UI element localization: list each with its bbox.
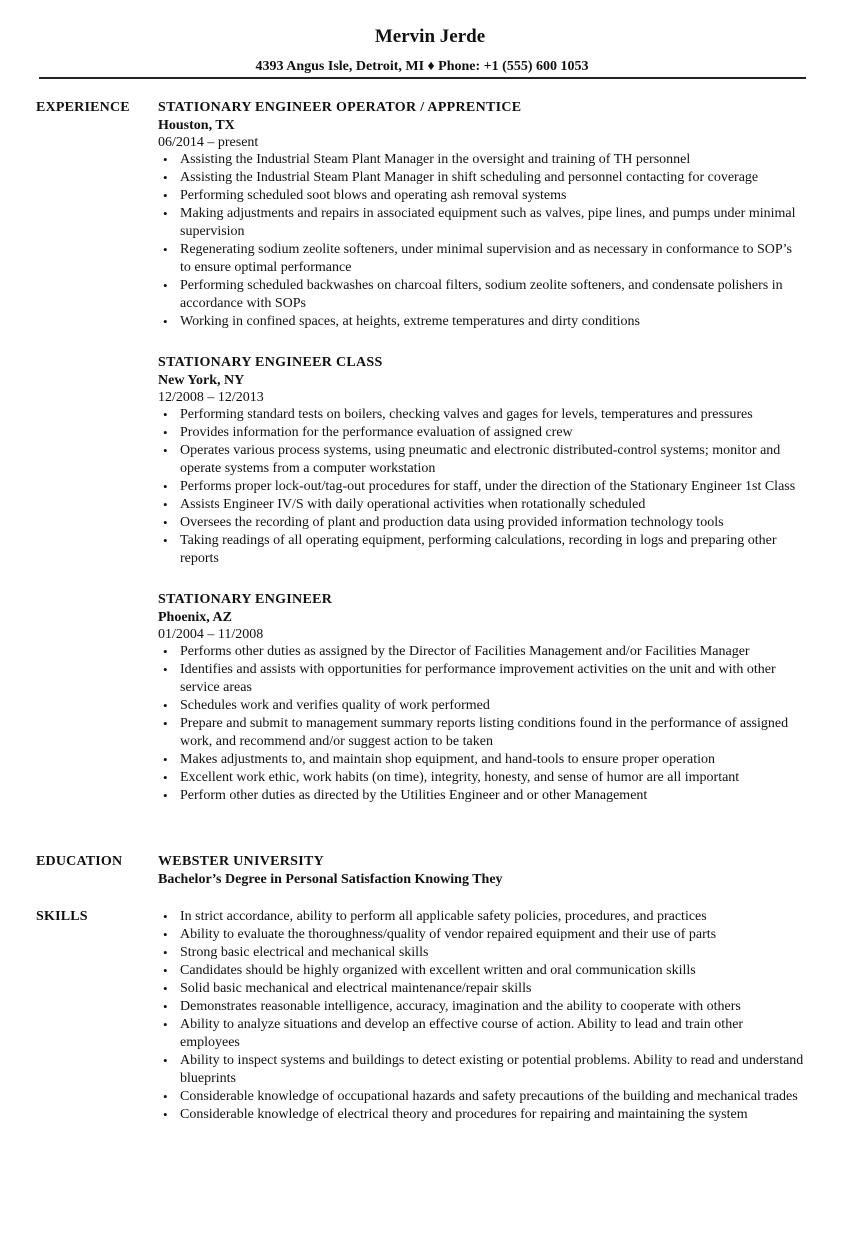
- skill-item: [158, 944, 804, 962]
- bullet-icon: •: [163, 788, 168, 803]
- job-entry: [158, 354, 804, 568]
- bullet-item: [158, 751, 804, 769]
- bullet-icon: •: [163, 314, 168, 329]
- skill-text: Demonstrates reasonable intelligence, accuracy, imagination and the ability to cooperate with others: [180, 999, 741, 1014]
- skills-heading: SKILLS: [36, 909, 88, 924]
- bullet-item: [158, 424, 804, 442]
- bullet-item: [158, 169, 804, 187]
- bullet-icon: •: [163, 662, 168, 677]
- bullet-item: [158, 661, 804, 697]
- skill-text: In strict accordance, ability to perform all applicable safety policies, procedures, and practices: [180, 909, 707, 924]
- bullet-item: [158, 241, 804, 277]
- bullet-icon: •: [163, 170, 168, 185]
- job-title: STATIONARY ENGINEER CLASS: [158, 355, 383, 370]
- bullet-item: [158, 277, 804, 313]
- degree: Bachelor’s Degree in Personal Satisfaction Knowing They: [158, 872, 503, 887]
- bullet-icon: •: [163, 443, 168, 458]
- job-dates: 06/2014 – present: [158, 135, 259, 150]
- bullet-text: Perform other duties as directed by the Utilities Engineer and or other Management: [180, 788, 648, 803]
- bullet-text: Making adjustments and repairs in associated equipment such as valves, pipe lines, and pumps under minimal supervision: [180, 206, 796, 239]
- skill-item: [158, 908, 804, 926]
- bullet-icon: •: [163, 515, 168, 530]
- bullet-icon: •: [163, 1017, 168, 1032]
- bullet-icon: •: [163, 644, 168, 659]
- skill-item: [158, 998, 804, 1016]
- skill-text: Ability to inspect systems and buildings to detect existing or potential problems. Ability to read and understand blueprints: [180, 1053, 804, 1086]
- bullet-item: [158, 532, 804, 568]
- job-dates: 12/2008 – 12/2013: [158, 390, 264, 405]
- bullet-icon: •: [163, 981, 168, 996]
- bullet-icon: •: [163, 152, 168, 167]
- bullet-text: Assisting the Industrial Steam Plant Manager in the oversight and training of TH personnel: [180, 152, 691, 167]
- bullet-text: Schedules work and verifies quality of work performed: [180, 698, 490, 713]
- bullet-item: [158, 151, 804, 169]
- skill-item: [158, 1016, 804, 1052]
- skill-item: [158, 1106, 804, 1124]
- job-location: Houston, TX: [158, 118, 235, 133]
- bullet-text: Working in confined spaces, at heights, extreme temperatures and dirty conditions: [180, 314, 640, 329]
- bullet-icon: •: [163, 206, 168, 221]
- bullet-text: Operates various process systems, using pneumatic and electronic distributed-control systems; monitor and operate systems from a computer workstation: [180, 443, 781, 476]
- bullet-text: Regenerating sodium zeolite softeners, under minimal supervision and as necessary in conformance to SOP’s to ensure optimal performance: [180, 242, 792, 275]
- skill-item: [158, 962, 804, 980]
- skills-list: [158, 908, 804, 1124]
- experience-heading: EXPERIENCE: [36, 100, 130, 115]
- skill-text: Solid basic mechanical and electrical maintenance/repair skills: [180, 981, 532, 996]
- skills-body: [158, 908, 804, 1124]
- bullet-icon: •: [163, 698, 168, 713]
- bullet-icon: •: [163, 242, 168, 257]
- bullet-text: Assists Engineer IV/S with daily operational activities when rotationally scheduled: [180, 497, 646, 512]
- skill-item: [158, 980, 804, 998]
- experience-body: [158, 99, 804, 828]
- job-entry: [158, 591, 804, 805]
- bullet-item: [158, 643, 804, 661]
- skill-text: Ability to evaluate the thoroughness/quality of vendor repaired equipment and their use of parts: [180, 927, 717, 942]
- bullet-item: [158, 406, 804, 424]
- school-name: WEBSTER UNIVERSITY: [158, 854, 325, 869]
- education-body: [158, 853, 804, 889]
- bullet-icon: •: [163, 909, 168, 924]
- bullet-icon: •: [163, 999, 168, 1014]
- bullet-icon: •: [163, 425, 168, 440]
- bullet-text: Performs other duties as assigned by the Director of Facilities Management and/or Facilities Manager: [180, 644, 750, 659]
- bullet-icon: •: [163, 770, 168, 785]
- bullet-text: Makes adjustments to, and maintain shop equipment, and hand-tools to ensure proper operation: [180, 752, 715, 767]
- bullet-icon: •: [163, 1107, 168, 1122]
- job-location: New York, NY: [158, 373, 245, 388]
- job-entry: [158, 99, 804, 331]
- bullet-icon: •: [163, 1089, 168, 1104]
- bullet-item: [158, 187, 804, 205]
- bullet-icon: •: [163, 278, 168, 293]
- job-bullets: [158, 151, 804, 331]
- bullet-icon: •: [163, 752, 168, 767]
- skill-text: Considerable knowledge of electrical theory and procedures for repairing and maintaining the system: [180, 1107, 748, 1122]
- candidate-name: Mervin Jerde: [374, 26, 486, 47]
- job-title: STATIONARY ENGINEER OPERATOR / APPRENTICE: [158, 100, 522, 115]
- bullet-text: Excellent work ethic, work habits (on time), integrity, honesty, and sense of humor are all important: [180, 770, 740, 785]
- bullet-text: Provides information for the performance evaluation of assigned crew: [180, 425, 573, 440]
- bullet-text: Prepare and submit to management summary reports listing conditions found in the performance of assigned work, and recommend and/or suggest action to be taken: [180, 716, 789, 749]
- bullet-icon: •: [163, 1053, 168, 1068]
- skill-item: [158, 1088, 804, 1106]
- contact-line: 4393 Angus Isle, Detroit, MI ♦ Phone: +1 (555) 600 1053: [255, 59, 589, 74]
- skill-text: Considerable knowledge of occupational hazards and safety precautions of the building and mechanical trades: [180, 1089, 798, 1104]
- bullet-icon: •: [163, 497, 168, 512]
- job-bullets: [158, 406, 804, 568]
- bullet-icon: •: [163, 945, 168, 960]
- skill-text: Candidates should be highly organized with excellent written and oral communication skills: [180, 963, 696, 978]
- bullet-item: [158, 478, 804, 496]
- bullet-icon: •: [163, 407, 168, 422]
- bullet-icon: •: [163, 716, 168, 731]
- education-heading: EDUCATION: [36, 854, 123, 869]
- bullet-icon: •: [163, 188, 168, 203]
- job-bullets: [158, 643, 804, 805]
- skill-item: [158, 1052, 804, 1088]
- bullet-icon: •: [163, 927, 168, 942]
- job-title: STATIONARY ENGINEER: [158, 592, 333, 607]
- bullet-item: [158, 313, 804, 331]
- bullet-text: Performing standard tests on boilers, checking valves and gages for levels, temperatures and pressures: [180, 407, 753, 422]
- bullet-item: [158, 697, 804, 715]
- bullet-text: Assisting the Industrial Steam Plant Manager in shift scheduling and personnel contacting for coverage: [180, 170, 759, 185]
- bullet-item: [158, 769, 804, 787]
- bullet-item: [158, 514, 804, 532]
- bullet-text: Identifies and assists with opportunities for performance improvement activities on the unit and with other service areas: [180, 662, 776, 695]
- bullet-icon: •: [163, 963, 168, 978]
- bullet-item: [158, 787, 804, 805]
- bullet-icon: •: [163, 479, 168, 494]
- bullet-item: [158, 442, 804, 478]
- bullet-text: Taking readings of all operating equipment, performing calculations, recording in logs and preparing other reports: [180, 533, 777, 566]
- bullet-text: Performs proper lock-out/tag-out procedures for staff, under the direction of the Stationary Engineer 1st Class: [180, 479, 796, 494]
- skill-text: Ability to analyze situations and develop an effective course of action. Ability to lead and train other employees: [180, 1017, 744, 1050]
- job-location: Phoenix, AZ: [158, 610, 232, 625]
- skill-text: Strong basic electrical and mechanical skills: [180, 945, 429, 960]
- job-dates: 01/2004 – 11/2008: [158, 627, 264, 642]
- header-divider: [39, 77, 806, 79]
- skill-item: [158, 926, 804, 944]
- bullet-item: [158, 496, 804, 514]
- bullet-text: Performing scheduled backwashes on charcoal filters, sodium zeolite softeners, and condensate polishers in accordance with SOPs: [180, 278, 783, 311]
- bullet-icon: •: [163, 533, 168, 548]
- bullet-item: [158, 205, 804, 241]
- bullet-item: [158, 715, 804, 751]
- bullet-text: Oversees the recording of plant and production data using provided information technology tools: [180, 515, 724, 530]
- bullet-text: Performing scheduled soot blows and operating ash removal systems: [180, 188, 567, 203]
